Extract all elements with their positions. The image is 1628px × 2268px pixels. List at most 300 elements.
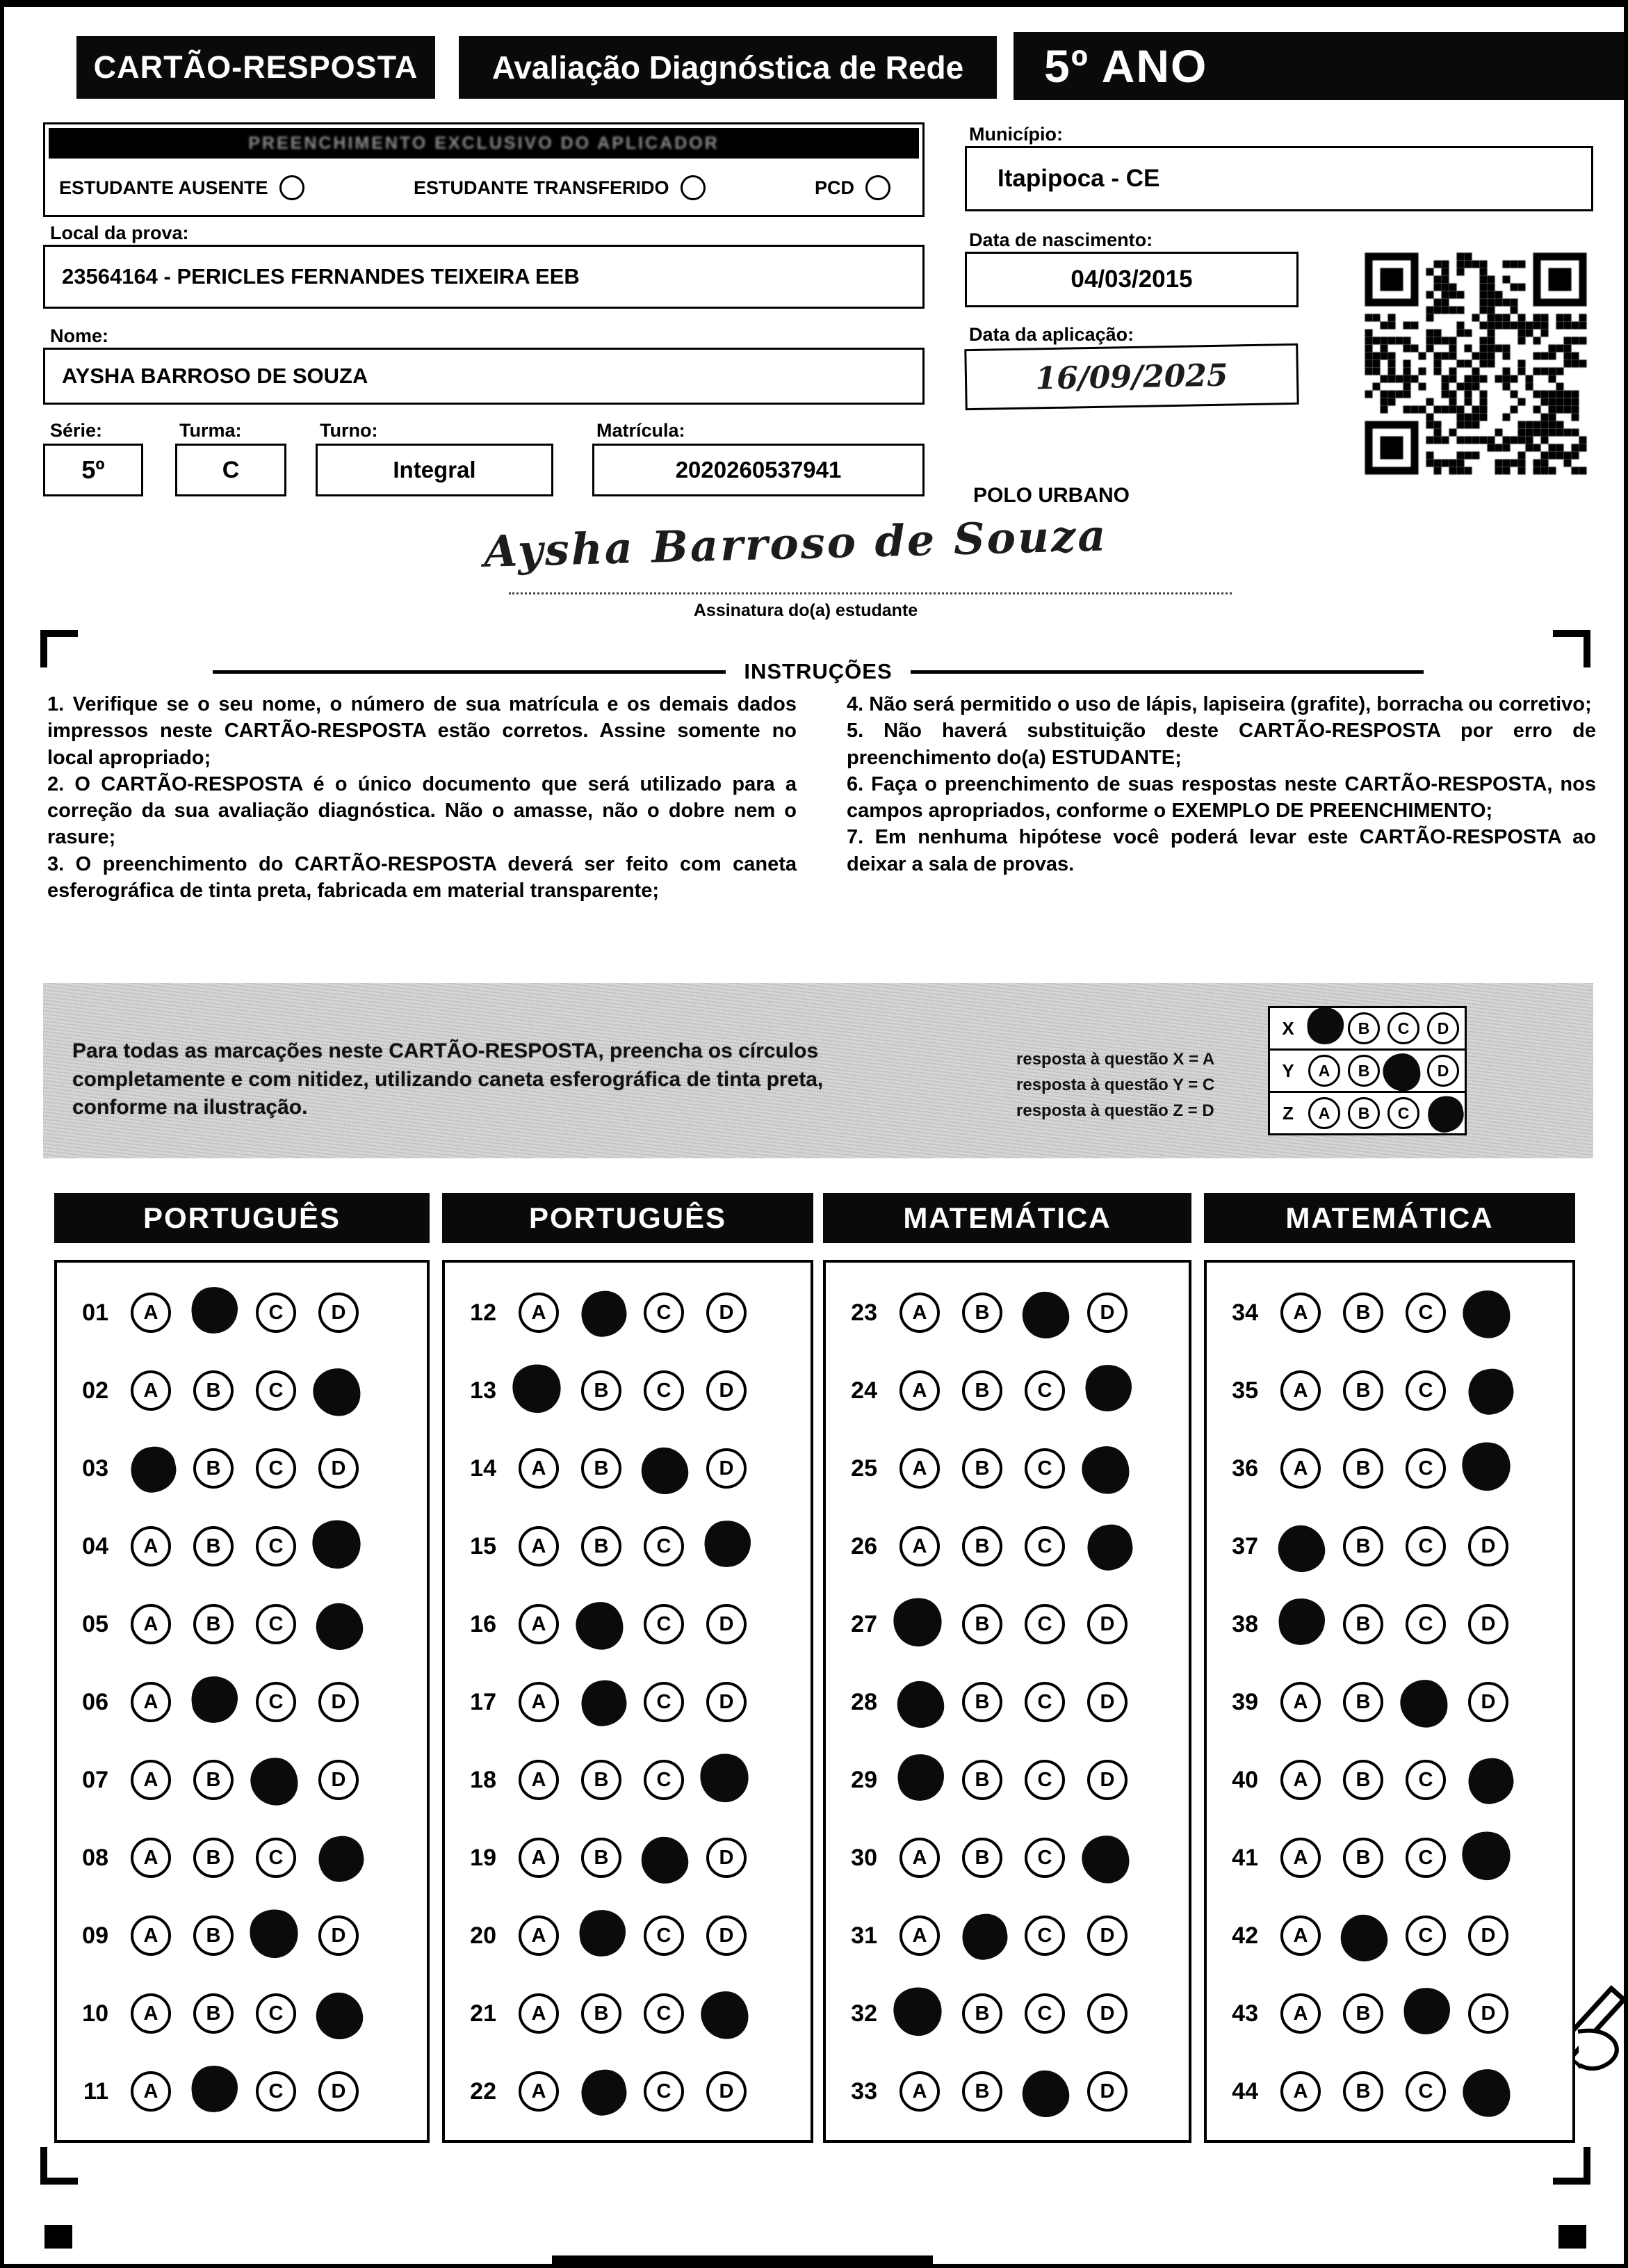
bubble-C[interactable] (1025, 1370, 1065, 1411)
bubble-letter: B (975, 2002, 990, 2025)
bubble-filled-D[interactable] (1464, 1365, 1517, 1418)
bubble-letter: A (531, 1612, 546, 1635)
bubble-filled-A[interactable] (890, 1984, 945, 2039)
bubble-D[interactable] (318, 1760, 359, 1800)
bubble-A (1308, 1055, 1340, 1087)
bubble-B[interactable] (581, 1838, 621, 1878)
bubble-letter: A (1293, 1846, 1308, 1869)
bubble-letter: B (1358, 1103, 1370, 1122)
bubble-B[interactable] (1343, 1448, 1383, 1489)
bubble-C[interactable] (1025, 1448, 1065, 1489)
bubble-D[interactable] (318, 2071, 359, 2112)
bubble-letter: B (594, 1457, 609, 1480)
bubble-C (1387, 1012, 1419, 1044)
fill-notice-text: Para todas as marcações neste CARTÃO-RESPOSTA, preencha os círculos completamente e com nitidez, utilizando caneta esferográfica de tinta preta, conforme na ilustração. (72, 1039, 824, 1119)
question-row-05 (57, 1585, 427, 1663)
applicator-section (43, 122, 925, 217)
bubble-A[interactable] (131, 1526, 171, 1566)
question-row-32 (826, 1975, 1189, 2052)
bubble-C[interactable] (644, 1682, 684, 1722)
registration-mark-top-left (40, 630, 78, 667)
bubble-filled-B[interactable] (577, 1676, 630, 1730)
nome-field: AYSHA BARROSO DE SOUZA (43, 348, 925, 405)
bubble-letter: C (1418, 1612, 1433, 1635)
question-row-09 (57, 1897, 427, 1975)
bubble-filled-C[interactable] (1020, 2068, 1071, 2119)
bubble-A[interactable] (131, 1915, 171, 1956)
bubble-A[interactable] (519, 1993, 559, 2034)
bubble-B[interactable] (581, 1448, 621, 1489)
bubble-D[interactable] (1468, 1526, 1508, 1566)
bubble-D[interactable] (706, 1604, 747, 1644)
bubble-C[interactable] (644, 1293, 684, 1333)
bubble-A[interactable] (900, 1293, 940, 1333)
bubble-B[interactable] (962, 1448, 1002, 1489)
bubble-letter (906, 1997, 928, 2027)
nome-label: Nome: (50, 325, 109, 346)
bubble-letter: A (531, 2002, 546, 2025)
bubble-B[interactable] (193, 1448, 234, 1489)
bubble-C[interactable] (256, 1370, 296, 1411)
bubble-C[interactable] (1406, 1760, 1446, 1800)
bubble-filled-C[interactable] (640, 1445, 690, 1496)
question-row-38 (1207, 1585, 1572, 1663)
bubble-letter: B (1358, 1019, 1370, 1037)
bubble-B[interactable] (962, 1370, 1002, 1411)
bubble-letter: D (1481, 2002, 1496, 2025)
question-row-13 (445, 1352, 811, 1429)
nascimento-field: 04/03/2015 (965, 252, 1299, 307)
question-number: 23 (851, 1299, 877, 1326)
bubble-C[interactable] (1025, 1760, 1065, 1800)
bubble-C[interactable] (1406, 1604, 1446, 1644)
bubble-A[interactable] (900, 1526, 940, 1566)
bubble-filled-D[interactable] (1458, 1828, 1514, 1884)
bubble-A[interactable] (519, 1838, 559, 1878)
bubble-B[interactable] (1343, 1604, 1383, 1644)
bubble-B[interactable] (581, 1370, 621, 1411)
bubble-A[interactable] (519, 1604, 559, 1644)
bubble-B[interactable] (962, 2071, 1002, 2112)
bubble-letter: A (531, 1301, 546, 1324)
bubble-B[interactable] (193, 1604, 234, 1644)
bubble-letter: B (1356, 1690, 1371, 1713)
bubble-C[interactable] (1406, 1526, 1446, 1566)
bubble-filled-B[interactable] (577, 1907, 628, 1959)
bubble-A[interactable] (1280, 1760, 1321, 1800)
applicator-option-2 (414, 175, 706, 200)
bubble-C[interactable] (1025, 1915, 1065, 1956)
applicator-option-bubble[interactable] (865, 175, 890, 200)
bubble-A[interactable] (1280, 1838, 1321, 1878)
bubble-filled-D[interactable] (311, 1366, 362, 1418)
example-caption: resposta à questão Y = C (1016, 1076, 1215, 1094)
question-number: 27 (851, 1610, 877, 1637)
bubble-filled-D[interactable] (1080, 1833, 1131, 1885)
bubble-filled-B[interactable] (573, 1600, 625, 1651)
bubble-D[interactable] (318, 1915, 359, 1956)
bubble-C[interactable] (1025, 1682, 1065, 1722)
bubble-D[interactable] (1087, 1993, 1128, 2034)
bubble-A[interactable] (131, 1370, 171, 1411)
bubble-filled-D[interactable] (314, 1991, 364, 2041)
applicator-option-bubble[interactable] (681, 175, 706, 200)
bubble-C[interactable] (256, 2071, 296, 2112)
bubble-letter: C (1037, 1768, 1052, 1791)
bubble-B[interactable] (962, 1526, 1002, 1566)
bubble-filled-A[interactable] (890, 1594, 945, 1650)
bubble-C[interactable] (644, 2071, 684, 2112)
bubble-letter: D (719, 1846, 734, 1869)
bubble-C[interactable] (1025, 1604, 1065, 1644)
bubble-letter: A (143, 2080, 158, 2103)
bubble-letter: B (975, 1846, 990, 1869)
instruction-item: 6. Faça o preenchimento de suas respostas neste CARTÃO-RESPOSTA, nos campos apropriados, conforme o EXEMPLO DE PREENCHIMENTO; (847, 772, 1596, 823)
bubble-B[interactable] (1343, 1293, 1383, 1333)
bubble-D[interactable] (706, 1915, 747, 1956)
instruction-item: 1. Verifique se o seu nome, o número de sua matrícula e os demais dados impressos neste CARTÃO-RESPOSTA estão corretos. Assine somente no local apropriado; (47, 693, 797, 769)
bubble-D[interactable] (1087, 1915, 1128, 1956)
bubble-filled-C[interactable] (1401, 1985, 1453, 2036)
bubble-C[interactable] (256, 1682, 296, 1722)
bubble-A[interactable] (900, 1448, 940, 1489)
bubble-filled-C[interactable] (248, 1756, 300, 1807)
bubble-B[interactable] (193, 1915, 234, 1956)
bubble-letter (1476, 1300, 1496, 1329)
bubble-C[interactable] (256, 1604, 296, 1644)
bubble-A[interactable] (519, 1293, 559, 1333)
bubble-filled-A[interactable] (1276, 1596, 1328, 1647)
bubble-A[interactable] (900, 1838, 940, 1878)
bubble-filled-D[interactable] (1458, 1439, 1514, 1494)
bubble-B[interactable] (1343, 1760, 1383, 1800)
bubble-filled-C (1381, 1052, 1422, 1093)
bubble-letter: C (1418, 1379, 1433, 1402)
bubble-letter (593, 1919, 613, 1947)
bubble-B[interactable] (193, 1993, 234, 2034)
bubble-letter (974, 1922, 995, 1951)
question-row-26 (826, 1507, 1189, 1585)
instructions-header (213, 659, 1424, 684)
bubble-D[interactable] (706, 1838, 747, 1878)
bubble-A[interactable] (519, 1448, 559, 1489)
bubble-letter: C (656, 1768, 671, 1791)
bubble-C[interactable] (256, 1448, 296, 1489)
bubble-C[interactable] (256, 1838, 296, 1878)
question-number: 29 (851, 1766, 877, 1793)
bubble-letter: D (1100, 1924, 1115, 1947)
bubble-filled-C[interactable] (1398, 1678, 1449, 1729)
bubble-C[interactable] (1406, 1448, 1446, 1489)
bubble-letter: B (1356, 1457, 1371, 1480)
applicator-bar (49, 128, 919, 159)
bubble-filled-D[interactable] (309, 1516, 364, 1572)
question-number: 35 (1232, 1377, 1258, 1404)
question-number: 30 (851, 1844, 877, 1871)
bubble-D[interactable] (1087, 1604, 1128, 1644)
bubble-filled-B[interactable] (189, 2063, 241, 2114)
bubble-A[interactable] (519, 1915, 559, 1956)
bubble-filled-D[interactable] (702, 1518, 754, 1569)
bubble-D[interactable] (706, 1293, 747, 1333)
bubble-B[interactable] (962, 1604, 1002, 1644)
bubble-B[interactable] (1343, 1526, 1383, 1566)
question-number: 12 (470, 1299, 496, 1326)
bubble-letter: C (1037, 1457, 1052, 1480)
bubble-letter: D (1100, 1301, 1115, 1324)
bubble-filled-B[interactable] (189, 1284, 241, 1336)
bubble-D[interactable] (706, 1682, 747, 1722)
bubble-B[interactable] (1343, 1682, 1383, 1722)
bubble-letter: B (975, 1457, 990, 1480)
bubble-D (1427, 1012, 1459, 1044)
question-number: 08 (82, 1844, 108, 1871)
bubble-filled-D[interactable] (697, 1750, 752, 1806)
bubble-D[interactable] (1468, 1915, 1508, 1956)
bubble-letter: C (1418, 1846, 1433, 1869)
bubble-B (1348, 1012, 1380, 1044)
bubble-A[interactable] (519, 1682, 559, 1722)
bubble-C[interactable] (644, 1370, 684, 1411)
bubble-A[interactable] (131, 1604, 171, 1644)
bubble-letter: B (975, 1612, 990, 1635)
bubble-D[interactable] (1087, 1293, 1128, 1333)
question-number: 41 (1232, 1844, 1258, 1871)
registration-mark-bottom-left (40, 2147, 78, 2185)
bubble-B[interactable] (962, 1838, 1002, 1878)
bubble-letter (715, 2001, 734, 2030)
bubble-D[interactable] (706, 1448, 747, 1489)
instructions-left (47, 691, 797, 904)
bubble-filled-A[interactable] (895, 1679, 945, 1729)
bubble-B[interactable] (962, 1682, 1002, 1722)
example-key: Y (1282, 1060, 1294, 1081)
question-number: 38 (1232, 1610, 1258, 1637)
bubble-A[interactable] (131, 1993, 171, 2034)
bubble-C[interactable] (256, 1526, 296, 1566)
bubble-letter: B (1358, 1061, 1370, 1080)
applicator-option-bubble[interactable] (279, 175, 304, 200)
instructions-title: INSTRUÇÕES (744, 659, 893, 683)
bubble-D[interactable] (1468, 1604, 1508, 1644)
question-number: 14 (470, 1455, 496, 1482)
bubble-letter: B (1356, 2080, 1371, 2103)
bubble-letter (325, 1530, 347, 1560)
section-header-2: PORTUGUÊS (442, 1193, 813, 1243)
bubble-filled-D[interactable] (1460, 1288, 1512, 1340)
bubble-filled-B[interactable] (1339, 1913, 1389, 1963)
bubble-A[interactable] (519, 2071, 559, 2112)
bubble-letter (1480, 1767, 1501, 1795)
bubble-letter: B (206, 1457, 221, 1480)
bubble-filled-D[interactable] (1083, 1521, 1137, 1574)
bubble-A[interactable] (1280, 1370, 1321, 1411)
bubble-C[interactable] (1406, 1293, 1446, 1333)
bubble-A[interactable] (1280, 1915, 1321, 1956)
bubble-C[interactable] (256, 1993, 296, 2034)
bubble-C[interactable] (1406, 1915, 1446, 1956)
bubble-A[interactable] (131, 1682, 171, 1722)
bubble-letter: A (1293, 2080, 1308, 2103)
bubble-A[interactable] (900, 2071, 940, 2112)
question-row-04 (57, 1507, 427, 1585)
bubble-B[interactable] (1343, 2071, 1383, 2112)
bubble-letter: A (912, 1924, 927, 1947)
bubble-letter: C (656, 1379, 671, 1402)
bubble-C[interactable] (644, 1993, 684, 2034)
question-row-14 (445, 1429, 811, 1507)
bubble-A[interactable] (131, 1838, 171, 1878)
bubble-letter: A (531, 1924, 546, 1947)
bubble-filled-A[interactable] (509, 1361, 564, 1416)
bubble-B[interactable] (1343, 1370, 1383, 1411)
bubble-D[interactable] (318, 1682, 359, 1722)
bubble-letter: B (975, 1379, 990, 1402)
bubble-B[interactable] (193, 1526, 234, 1566)
bubble-B[interactable] (1343, 1838, 1383, 1878)
bubble-B[interactable] (193, 1370, 234, 1411)
bubble-letter: C (1418, 1534, 1433, 1557)
bubble-A[interactable] (1280, 2071, 1321, 2112)
bubble-D[interactable] (1087, 1682, 1128, 1722)
bubble-filled-D[interactable] (314, 1832, 368, 1886)
bubble-filled-C[interactable] (246, 1906, 302, 1961)
bubble-A[interactable] (1280, 1293, 1321, 1333)
bubble-filled-B[interactable] (189, 1674, 241, 1725)
bubble-C[interactable] (644, 1526, 684, 1566)
bubble-C[interactable] (644, 1760, 684, 1800)
bubble-letter: A (143, 1612, 158, 1635)
bubble-letter: B (206, 1612, 221, 1635)
question-number: 07 (82, 1766, 108, 1793)
instruction-item: 2. O CARTÃO-RESPOSTA é o único documento que será utilizado para a correção da sua avaliação diagnóstica. Não o amasse, não o dobre nem o rasure; (47, 772, 797, 849)
question-number: 10 (82, 2000, 108, 2027)
question-row-42 (1207, 1897, 1572, 1975)
bubble-filled-C[interactable] (1020, 1290, 1071, 1340)
question-number: 28 (851, 1688, 877, 1715)
bubble-letter (1355, 1924, 1374, 1952)
rule-right (911, 670, 1424, 674)
question-row-06 (57, 1663, 427, 1741)
bubble-letter: A (531, 1457, 546, 1480)
bubble-A[interactable] (1280, 1993, 1321, 2034)
bubble-C[interactable] (1025, 1838, 1065, 1878)
bubble-filled-A[interactable] (895, 1751, 947, 1803)
bubble-letter: D (331, 2080, 346, 2103)
bubble-filled-D[interactable] (1460, 2067, 1512, 2119)
bubble-letter: D (331, 1690, 346, 1713)
bubble-filled-D[interactable] (699, 1989, 750, 2041)
bubble-C[interactable] (1025, 1526, 1065, 1566)
bubble-A[interactable] (131, 1760, 171, 1800)
bubble-B[interactable] (962, 1293, 1002, 1333)
bubble-letter: B (594, 1379, 609, 1402)
bubble-C[interactable] (1406, 2071, 1446, 2112)
bubble-A[interactable] (131, 1293, 171, 1333)
bubble-letter (718, 1530, 738, 1558)
bubble-D[interactable] (1087, 2071, 1128, 2112)
question-row-30 (826, 1819, 1189, 1897)
bubble-A[interactable] (900, 1915, 940, 1956)
bubble-D[interactable] (1468, 1993, 1508, 2034)
bubble-filled-D[interactable] (1083, 1362, 1134, 1414)
question-row-40 (1207, 1741, 1572, 1819)
bubble-letter (205, 1296, 225, 1325)
bubble-A[interactable] (900, 1370, 940, 1411)
section-box-4 (1204, 1260, 1575, 2143)
bubble-A[interactable] (519, 1526, 559, 1566)
section-header-1: PORTUGUÊS (54, 1193, 430, 1243)
bubble-C[interactable] (256, 1293, 296, 1333)
bubble-C[interactable] (1406, 1838, 1446, 1878)
bubble-letter: D (1481, 1924, 1496, 1947)
bubble-filled-B[interactable] (577, 1287, 630, 1340)
bubble-letter: C (1037, 1612, 1052, 1635)
bubble-letter (593, 2078, 614, 2107)
bubble-B[interactable] (581, 1760, 621, 1800)
turno-label: Turno: (320, 420, 378, 441)
bubble-filled-A[interactable] (127, 1443, 180, 1496)
bubble-letter: A (531, 1768, 546, 1791)
bubble-filled-A[interactable] (1276, 1523, 1326, 1573)
bubble-letter: C (1418, 1924, 1433, 1947)
bubble-C[interactable] (1025, 1993, 1065, 2034)
bubble-A[interactable] (131, 2071, 171, 2112)
bubble-filled-D[interactable] (314, 1601, 364, 1651)
question-row-17 (445, 1663, 811, 1741)
section-box-3 (823, 1260, 1191, 2143)
bubble-C[interactable] (1406, 1370, 1446, 1411)
bubble-letter (911, 1690, 930, 1718)
bubble-D[interactable] (706, 2071, 747, 2112)
bubble-letter: D (331, 1457, 346, 1480)
bubble-letter: B (975, 1690, 990, 1713)
bubble-B[interactable] (962, 1760, 1002, 1800)
bubble-D[interactable] (1087, 1760, 1128, 1800)
question-row-35 (1207, 1352, 1572, 1429)
bubble-D[interactable] (318, 1448, 359, 1489)
bubble-D[interactable] (318, 1293, 359, 1333)
bubble-letter: B (1356, 1846, 1371, 1869)
bubble-letter: A (1293, 1301, 1308, 1324)
bubble-B[interactable] (581, 1993, 621, 2034)
bubble-letter: C (1397, 1019, 1410, 1037)
bubble-B[interactable] (962, 1993, 1002, 2034)
bubble-B[interactable] (1343, 1993, 1383, 2034)
bubble-A[interactable] (519, 1760, 559, 1800)
bubble-B[interactable] (193, 1760, 234, 1800)
question-row-24 (826, 1352, 1189, 1429)
bubble-letter: D (719, 1612, 734, 1635)
bubble-A[interactable] (1280, 1448, 1321, 1489)
bubble-filled-B[interactable] (958, 1910, 1011, 1963)
bubble-A[interactable] (1280, 1682, 1321, 1722)
bubble-D[interactable] (1468, 1682, 1508, 1722)
bubble-filled-D[interactable] (1080, 1444, 1131, 1496)
bubble-filled-C[interactable] (640, 1835, 690, 1885)
bubble-letter: C (1037, 1846, 1052, 1869)
bubble-letter: A (912, 2080, 927, 2103)
bubble-C[interactable] (644, 1915, 684, 1956)
bubble-B[interactable] (193, 1838, 234, 1878)
question-number: 34 (1232, 1299, 1258, 1326)
bubble-filled-D[interactable] (1464, 1754, 1517, 1808)
question-row-07 (57, 1741, 427, 1819)
bubble-C[interactable] (644, 1604, 684, 1644)
bubble-B[interactable] (581, 1526, 621, 1566)
bubble-filled-B[interactable] (577, 2066, 630, 2119)
bubble-D[interactable] (706, 1370, 747, 1411)
